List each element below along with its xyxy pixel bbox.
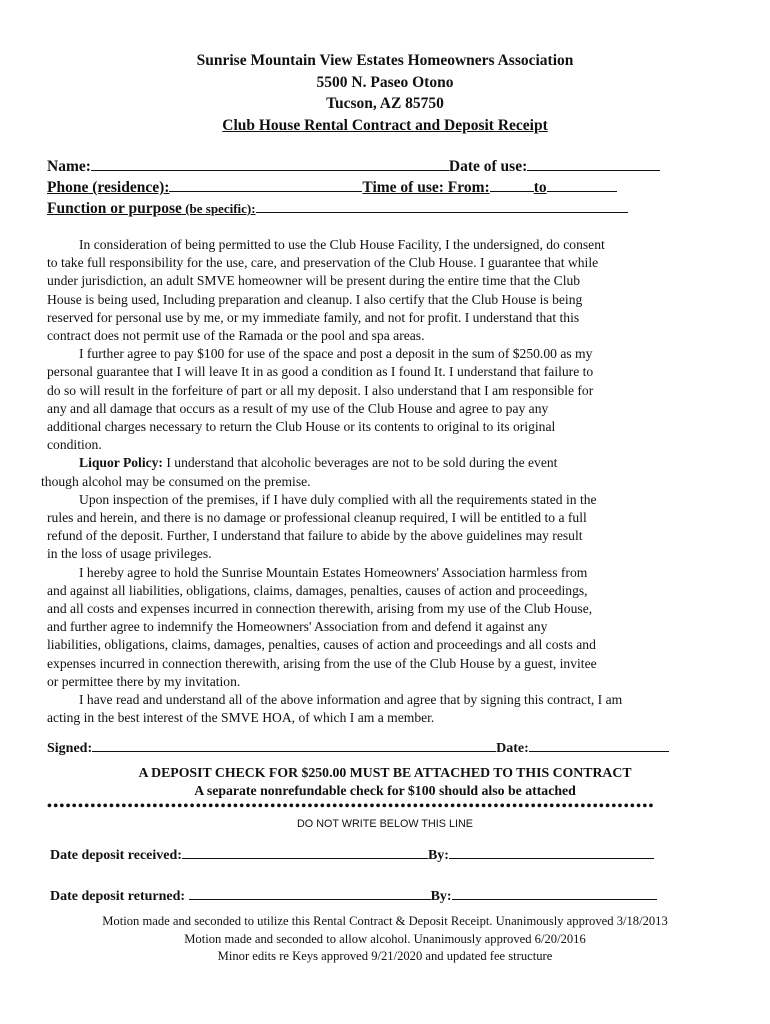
paragraph-consent bbox=[47, 236, 704, 345]
signature-date-field[interactable] bbox=[529, 736, 669, 752]
paragraph-inspection bbox=[47, 491, 704, 564]
document-title: Club House Rental Contract and Deposit Receipt bbox=[222, 116, 548, 134]
deposit-line: A DEPOSIT CHECK FOR $250.00 MUST BE ATTACHED TO THIS CONTRACT bbox=[138, 765, 632, 780]
deposit-returned-row bbox=[50, 884, 686, 905]
text-line: condition. bbox=[47, 437, 102, 453]
text-line: In consideration of being permitted to use the Club House Facility, I the undersigned, do consent bbox=[79, 237, 605, 252]
deposit-notice bbox=[0, 764, 770, 799]
name-label: Name: bbox=[47, 158, 91, 175]
name-field[interactable] bbox=[91, 155, 449, 171]
contract-body bbox=[41, 236, 704, 727]
document-header bbox=[0, 50, 770, 136]
deposit-received-label: Date deposit received: bbox=[50, 848, 182, 863]
text-line: refund of the deposit. Further, I understand that failure to abide by the above guidelines may result bbox=[47, 528, 583, 544]
phone-row bbox=[47, 176, 683, 197]
text-line: any and all damage that occurs as a result of my use of the Club House and agree to pay any bbox=[47, 400, 549, 416]
text-line: I have read and understand all of the above information and agree that by signing this contract, I am bbox=[79, 692, 623, 708]
paragraph-indemnity bbox=[47, 564, 704, 691]
text-line: liabilities, obligations, claims, damages, penalties, causes of action and proceedings and all costs and bbox=[47, 637, 596, 653]
received-by-label: By: bbox=[427, 848, 449, 863]
time-from-field[interactable] bbox=[490, 176, 534, 192]
text-line: in the loss of usage privileges. bbox=[47, 546, 212, 562]
street-address: 5500 N. Paseo Otono bbox=[316, 73, 454, 91]
association-name: Sunrise Mountain View Estates Homeowners Association bbox=[196, 52, 574, 69]
text-line: expenses incurred in connection therewith, arising from the use of the Club House by a guest, invitee bbox=[47, 655, 597, 671]
text-line: additional charges necessary to return the Club House or its contents to original to its original bbox=[47, 419, 556, 435]
received-by-field[interactable] bbox=[449, 843, 654, 859]
liquor-text: I understand that alcoholic beverages are not to be sold during the event bbox=[162, 455, 558, 471]
text-line: though alcohol may be consumed on the premise. bbox=[41, 473, 311, 489]
signed-label: Signed: bbox=[47, 741, 93, 756]
text-line: Upon inspection of the premises, if I have duly complied with all the requirements stated in the bbox=[79, 491, 597, 507]
returned-by-label: By: bbox=[430, 889, 452, 904]
deposit-returned-label: Date deposit returned: bbox=[50, 889, 189, 904]
nonrefundable-line: A separate nonrefundable check for $100 should also be attached bbox=[194, 782, 576, 798]
approval-note: Motion made and seconded to utilize this Rental Contract & Deposit Receipt. Unanimously approved 3/18/2013 bbox=[102, 914, 668, 928]
paragraph-deposit bbox=[47, 345, 704, 454]
city-state-zip: Tucson, AZ 85750 bbox=[326, 95, 444, 112]
time-to-label: to bbox=[533, 179, 547, 196]
text-line: I hereby agree to hold the Sunrise Mountain Estates Homeowners' Association harmless from bbox=[79, 564, 588, 580]
deposit-received-field[interactable] bbox=[182, 843, 428, 859]
text-line: and all costs and expenses incurred in connection therewith, arising from my use of the Club House, bbox=[47, 601, 593, 617]
text-line: reserved for personal use by me, or my immediate family, and not for profit. I understand that this bbox=[47, 309, 580, 325]
text-line: House is being used, Including preparation and cleanup. I also certify that the Club House is being bbox=[47, 291, 583, 307]
do-not-write-notice: DO NOT WRITE BELOW THIS LINE bbox=[297, 818, 473, 830]
deposit-returned-field[interactable] bbox=[189, 884, 431, 900]
text-line: acting in the best interest of the SMVE HOA, of which I am a member. bbox=[47, 710, 435, 726]
approval-note: Motion made and seconded to allow alcohol. Unanimously approved 6/20/2016 bbox=[184, 931, 586, 946]
time-to-field[interactable] bbox=[547, 176, 617, 192]
returned-by-field[interactable] bbox=[452, 884, 657, 900]
approval-note: Minor edits re Keys approved 9/21/2020 and updated fee structure bbox=[217, 949, 553, 963]
text-line: and further agree to indemnify the Homeowners' Association from and defend it against any bbox=[47, 619, 548, 635]
text-line: contract does not permit use of the Ramada or the pool and spa areas. bbox=[47, 328, 425, 344]
phone-field[interactable] bbox=[169, 176, 362, 192]
deposit-received-row bbox=[50, 843, 686, 864]
paragraph-acknowledgement bbox=[47, 691, 704, 727]
text-line: personal guarantee that I will leave It in as good a condition as I found It. I understand that failure to bbox=[47, 364, 594, 380]
approval-notes bbox=[0, 913, 770, 966]
text-line: or permittee there by my invitation. bbox=[47, 673, 241, 689]
renter-fields bbox=[47, 155, 683, 218]
text-line: rules and herein, and there is no damage or professional cleanup required, I will be entitled to a full bbox=[47, 510, 587, 526]
signature-field[interactable] bbox=[92, 736, 496, 752]
dotted-separator: •••••••••••••••••••••••••••••••••••••••••••••••••••••••••••••••••••••••••••••••••••••••••••••••••• bbox=[47, 800, 655, 814]
date-of-use-field[interactable] bbox=[527, 155, 660, 171]
text-line: I further agree to pay $100 for use of the space and post a deposit in the sum of $250.00 as my bbox=[79, 346, 593, 362]
time-from-label: Time of use: From: bbox=[362, 179, 490, 196]
liquor-policy-label: Liquor Policy: bbox=[79, 455, 163, 471]
signature-row bbox=[47, 736, 683, 757]
function-row bbox=[47, 197, 683, 218]
text-line: do so will result in the forfeiture of part or all my deposit. I also understand that I am responsible for bbox=[47, 382, 594, 398]
signature-date-label: Date: bbox=[496, 741, 529, 756]
name-row bbox=[47, 155, 683, 176]
paragraph-liquor-policy bbox=[41, 454, 704, 490]
text-line: and against all liabilities, obligations, claims, damages, penalties, causes of action and proceedings, bbox=[47, 582, 588, 598]
function-hint: (be specific): bbox=[181, 201, 256, 216]
phone-label: Phone (residence): bbox=[47, 179, 170, 196]
text-line: under jurisdiction, an adult SMVE homeowner will be present during the entire time that the Club bbox=[47, 273, 581, 289]
text-line: to take full responsibility for the use, care, and preservation of the Club House. I guarantee that while bbox=[47, 255, 599, 271]
function-label: Function or purpose bbox=[47, 200, 182, 217]
function-field[interactable] bbox=[256, 197, 628, 213]
date-of-use-label: Date of use: bbox=[448, 158, 528, 175]
liquor-line bbox=[47, 454, 704, 472]
